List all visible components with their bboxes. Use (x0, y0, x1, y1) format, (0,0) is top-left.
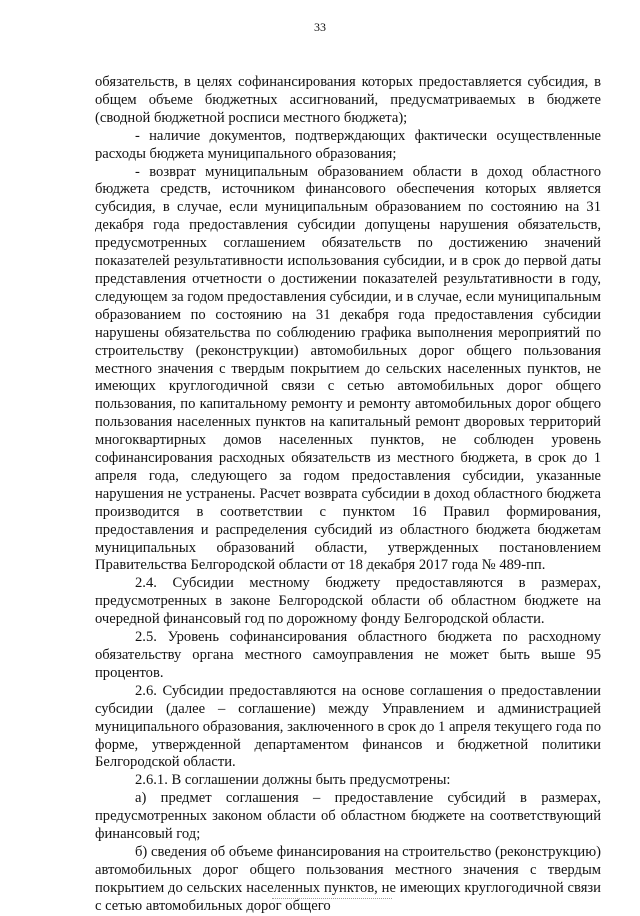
scan-artifact (272, 898, 392, 900)
page-number: 33 (314, 20, 326, 34)
paragraph-item-b: б) сведения об объеме финансирования на строительство (реконструкцию) автомобильных дорог общего пользования местного значения с твердым покрытием до сельских населенных пунктов, не имеющих круглогодичной связи с сетью автомобильных дорог общего (95, 843, 601, 914)
paragraph-2-5: 2.5. Уровень софинансирования областного бюджета по расходному обязательству органа местного самоуправления не может быть выше 95 процентов. (95, 629, 601, 681)
paragraph-continuation: обязательств, в целях софинансирования которых предоставляется субсидия, в общем объеме бюджетных ассигнований, предусматриваемых в бюджете (сводной бюджетной росписи местного бюджета); (95, 74, 601, 126)
document-body (95, 74, 601, 916)
paragraph-refund: - возврат муниципальным образованием области в доход областного бюджета средств, источником финансового обеспечения которых является субсидия, в случае, если муниципальным образованием по состоянию на 31 декабря года предоставления субсидии допущены нарушения обязательств, предусмотренных соглашением обязательств по достижению значений показателей результативности использования субсидии, и в срок до первой даты представления отчетности о достижении показателей результативности в году, следующем за годом предоставления субсидии, и в случае, если муниципальным образованием по состоянию на 31 декабря года предоставления субсидии нарушены обязательства по соблюдению графика выполнения мероприятий по строительству (реконструкции) автомобильных дорог общего пользования местного значения с твердым покрытием до сельских населенных пунктов, не имеющих круглогодичной связи с сетью автомобильных дорог общего пользования, по капитальному ремонту и ремонту автомобильных дорог общего пользования населенных пунктов на капитальный ремонт дворовых территорий многоквартирных домов населенных пунктов, не соблюден уровень софинансирования расходных обязательств из местного бюджета, в срок до 1 апреля года, следующего за годом предоставления субсидии, указанные нарушения не устранены. Расчет возврата субсидии в доход областного бюджета производится в соответствии с пунктом 16 Правил формирования, предоставления и распределения субсидий из областного бюджета бюджетам муниципальных образований области, утвержденных постановлением Правительства Белгородской области от 18 декабря 2017 года № 489-пп. (95, 163, 601, 574)
paragraph-2-4: 2.4. Субсидии местному бюджету предоставляются в размерах, предусмотренных в законе Белгородской области об областном бюджете на очередной финансовый год по дорожному фонду Белгородской области. (95, 575, 601, 628)
paragraph-2-6-1: 2.6.1. В соглашении должны быть предусмотрены: (135, 772, 451, 789)
paragraph-2-6: 2.6. Субсидии предоставляются на основе соглашения о предоставлении субсидии (далее – соглашение) между Управлением и администрацией муниципального образования, заключенного в срок до 1 апреля текущего года по форме, утвержденной департаментом финансов и бюджетной политики Белгородской области. (95, 682, 601, 771)
paragraph-item-a: а) предмет соглашения – предоставление субсидий в размерах, предусмотренных законом области об областном бюджете на соответствующий финансовый год; (95, 790, 601, 843)
paragraph-documents: - наличие документов, подтверждающих фактически осуществленные расходы бюджета муниципального образования; (95, 127, 601, 162)
